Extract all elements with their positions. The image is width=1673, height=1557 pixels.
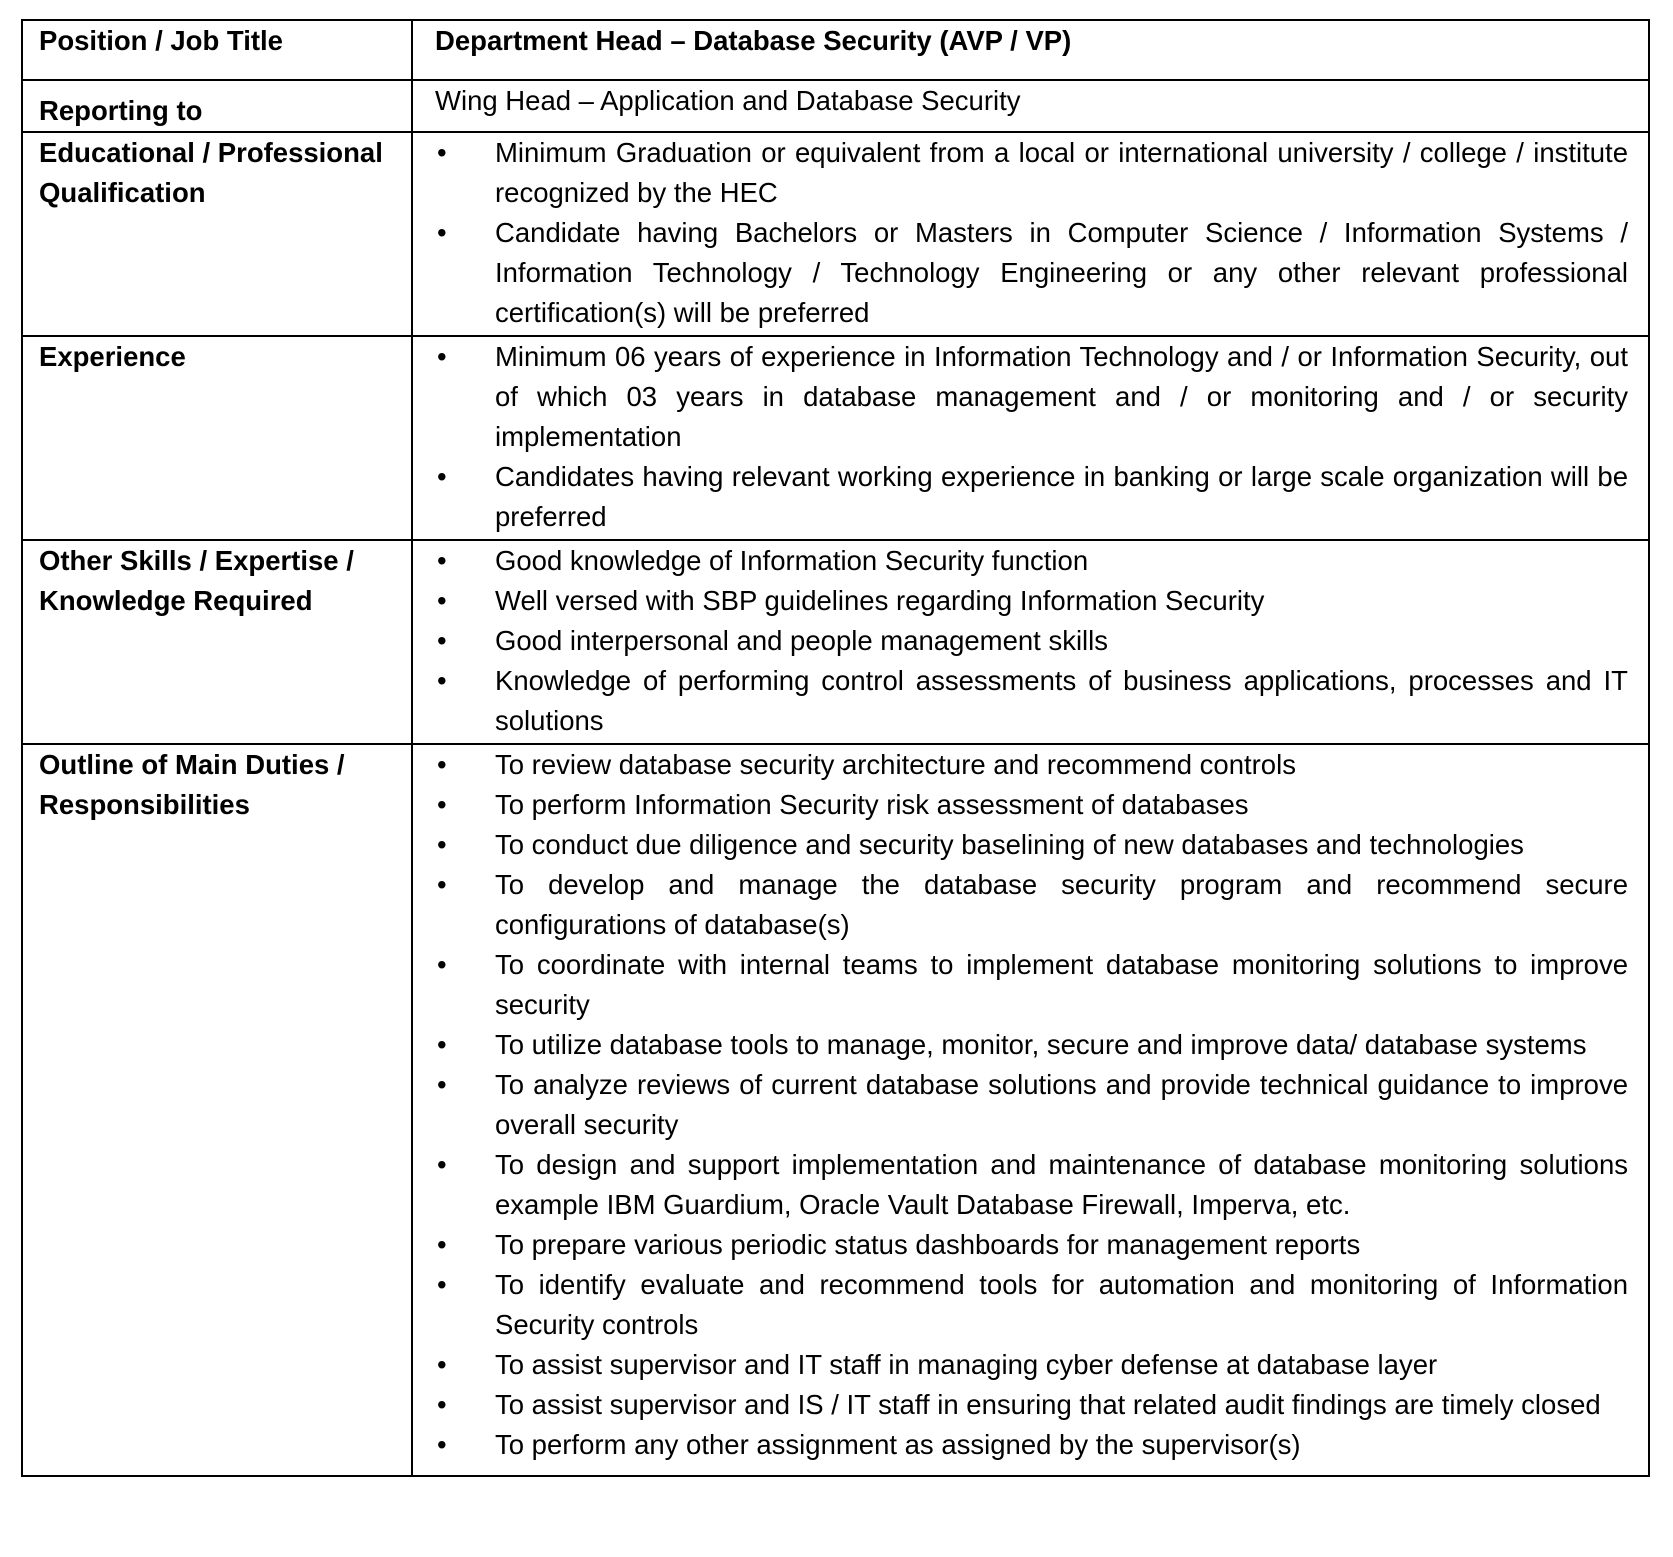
list-item: [435, 865, 1628, 945]
list-item-text: Candidates having relevant working experience in banking or large scale organization will be preferred: [495, 461, 1628, 532]
education-cell: [412, 132, 1649, 336]
education-list: [435, 133, 1628, 333]
list-item-text: To assist supervisor and IS / IT staff in ensuring that related audit findings are timely closed: [495, 1389, 1601, 1420]
job-description-table: [21, 19, 1650, 1477]
list-item: [435, 1265, 1628, 1345]
skills-list: [435, 541, 1628, 741]
list-item: [435, 133, 1628, 213]
list-item-text: To conduct due diligence and security baselining of new databases and technologies: [495, 829, 1524, 860]
position-row: [22, 20, 1649, 80]
list-item-text: Candidate having Bachelors or Masters in Computer Science / Information Systems / Information Technology / Technology Engineering or any other relevant professional certification(s) will be preferred: [495, 217, 1628, 328]
bullet-icon: •: [437, 749, 447, 780]
bullet-icon: •: [437, 869, 447, 900]
reporting-row: [22, 80, 1649, 132]
list-item: [435, 1385, 1628, 1425]
education-row: [22, 132, 1649, 336]
bullet-icon: •: [437, 1269, 447, 1300]
duties-label: Outline of Main Duties / Responsibilities: [22, 744, 412, 1476]
list-item: [435, 1025, 1628, 1065]
bullet-icon: •: [437, 1069, 447, 1100]
list-item: [435, 1225, 1628, 1265]
duties-list: [435, 745, 1628, 1465]
bullet-icon: •: [437, 461, 447, 492]
list-item-text: To coordinate with internal teams to implement database monitoring solutions to improve security: [495, 949, 1628, 1020]
experience-row: [22, 336, 1649, 540]
bullet-icon: •: [437, 1149, 447, 1180]
bullet-icon: •: [437, 1389, 447, 1420]
skills-label: Other Skills / Expertise / Knowledge Required: [22, 540, 412, 744]
list-item: [435, 825, 1628, 865]
list-item: [435, 621, 1628, 661]
list-item: [435, 745, 1628, 785]
bullet-icon: •: [437, 545, 447, 576]
reporting-value: Wing Head – Application and Database Security: [412, 80, 1649, 132]
list-item-text: To review database security architecture and recommend controls: [495, 749, 1296, 780]
list-item-text: To design and support implementation and maintenance of database monitoring solutions example IBM Guardium, Oracle Vault Database Firewall, Imperva, etc.: [495, 1149, 1628, 1220]
list-item: [435, 945, 1628, 1025]
bullet-icon: •: [437, 137, 447, 168]
list-item-text: Minimum 06 years of experience in Information Technology and / or Information Security, out of which 03 years in database management and / or monitoring and / or security implementation: [495, 341, 1628, 452]
list-item-text: To identify evaluate and recommend tools for automation and monitoring of Information Security controls: [495, 1269, 1628, 1340]
bullet-icon: •: [437, 665, 447, 696]
list-item: [435, 337, 1628, 457]
list-item-text: To analyze reviews of current database solutions and provide technical guidance to improve overall security: [495, 1069, 1628, 1140]
bullet-icon: •: [437, 1029, 447, 1060]
list-item-text: Good knowledge of Information Security function: [495, 545, 1089, 576]
list-item-text: To develop and manage the database security program and recommend secure configurations of database(s): [495, 869, 1628, 940]
bullet-icon: •: [437, 829, 447, 860]
list-item: [435, 457, 1628, 537]
list-item: [435, 1425, 1628, 1465]
list-item: [435, 661, 1628, 741]
duties-row: [22, 744, 1649, 1476]
duties-cell: [412, 744, 1649, 1476]
list-item-text: To perform Information Security risk assessment of databases: [495, 789, 1249, 820]
experience-cell: [412, 336, 1649, 540]
skills-row: [22, 540, 1649, 744]
list-item-text: Minimum Graduation or equivalent from a local or international university / college / institute recognized by the HEC: [495, 137, 1628, 208]
list-item-text: To perform any other assignment as assigned by the supervisor(s): [495, 1429, 1301, 1460]
list-item-text: To utilize database tools to manage, monitor, secure and improve data/ database systems: [495, 1029, 1587, 1060]
skills-cell: [412, 540, 1649, 744]
experience-list: [435, 337, 1628, 537]
bullet-icon: •: [437, 217, 447, 248]
bullet-icon: •: [437, 625, 447, 656]
bullet-icon: •: [437, 949, 447, 980]
list-item: [435, 581, 1628, 621]
list-item-text: Well versed with SBP guidelines regarding Information Security: [495, 585, 1265, 616]
position-value: Department Head – Database Security (AVP / VP): [412, 20, 1649, 80]
experience-label: Experience: [22, 336, 412, 540]
bullet-icon: •: [437, 1349, 447, 1380]
list-item: [435, 213, 1628, 333]
bullet-icon: •: [437, 341, 447, 372]
list-item: [435, 1145, 1628, 1225]
list-item: [435, 785, 1628, 825]
bullet-icon: •: [437, 789, 447, 820]
list-item: [435, 1345, 1628, 1385]
position-label: Position / Job Title: [22, 20, 412, 80]
list-item: [435, 1065, 1628, 1145]
list-item-text: To prepare various periodic status dashboards for management reports: [495, 1229, 1361, 1260]
bullet-icon: •: [437, 1229, 447, 1260]
list-item-text: Good interpersonal and people management skills: [495, 625, 1109, 656]
bullet-icon: •: [437, 1429, 447, 1460]
list-item-text: To assist supervisor and IT staff in managing cyber defense at database layer: [495, 1349, 1438, 1380]
education-label: Educational / Professional Qualification: [22, 132, 412, 336]
list-item-text: Knowledge of performing control assessments of business applications, processes and IT solutions: [495, 665, 1628, 736]
list-item: [435, 541, 1628, 581]
bullet-icon: •: [437, 585, 447, 616]
reporting-label: Reporting to: [22, 80, 412, 132]
